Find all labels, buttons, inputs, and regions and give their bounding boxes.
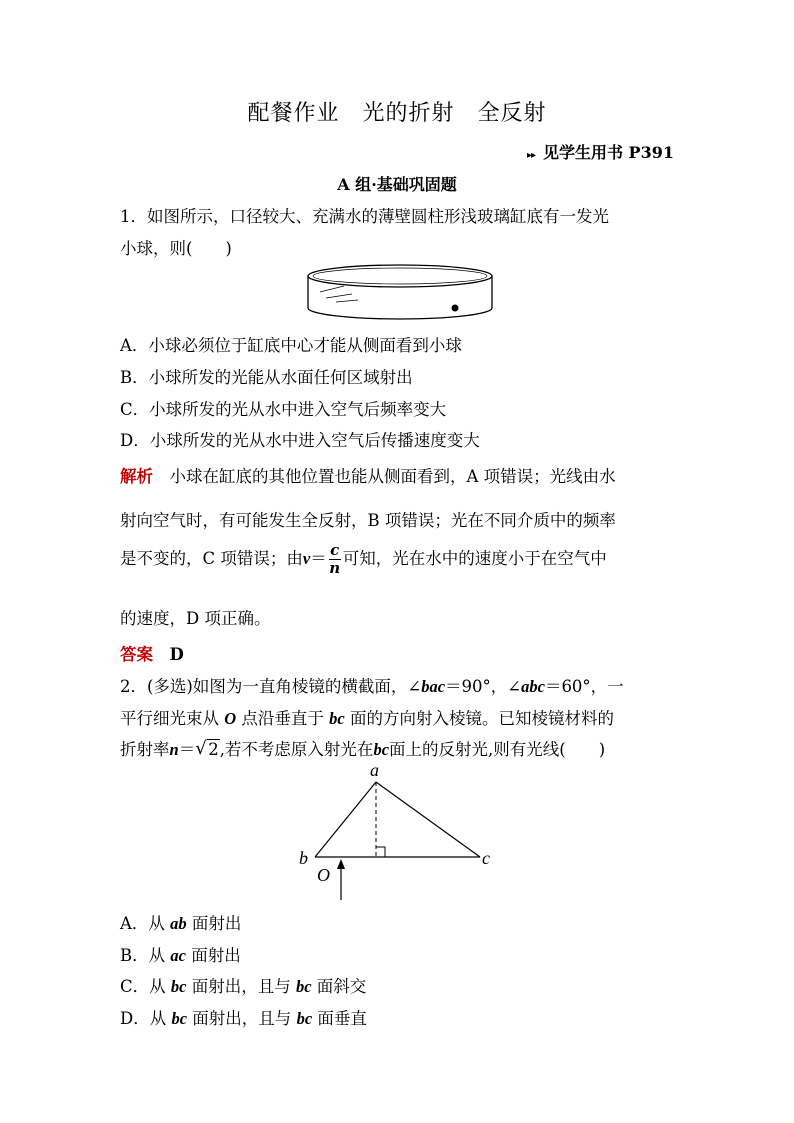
fraction-c-over-n: $\frac{c}{n}$ [329,541,341,577]
prism-diagram [290,760,505,905]
q1-option-b: B．小球所发的光能从水面任何区域射出 [120,368,413,387]
analysis-label: 解析 [120,467,153,486]
glowing-ball [452,305,459,312]
q1-stem-line1: 1．如图所示，口径较大、充满水的薄壁圆柱形浅玻璃缸底有一发光 [120,207,609,226]
q2-stem-line3: 折射率n＝ √ 2,若不考虑原入射光在bc面上的反射光,则有光线( ) [120,738,606,759]
vertex-label-c: c [482,848,490,868]
section-heading: A 组·基础巩固题 [337,175,457,194]
q1-answer [120,641,184,665]
page-title: 配餐作业 光的折射 全反射 [247,101,547,126]
point-label-O: O [317,865,330,885]
q2-option-c: C．从 bc 面射出，且与 bc 面斜交 [120,977,367,996]
incident-ray-arrowhead [337,859,345,869]
q1-option-a: A．小球必须位于缸底中心才能从侧面看到小球 [120,336,462,355]
q2-option-b: B．从 ac 面射出 [120,946,241,965]
q1-analysis-line2: 射向空气时，有可能发生全反射，B 项错误；光在不同介质中的频率 [120,511,616,530]
q2-option-a: A．从 ab 面射出 [120,914,242,933]
answer-label: 答案 [120,645,153,664]
q1-stem-line2: 小球，则( ) [120,239,232,258]
q2-option-d: D．从 bc 面射出，且与 bc 面垂直 [120,1009,367,1028]
answer-value: D [169,645,184,664]
q1-option-c: C．小球所发的光从水中进入空气后频率变大 [120,400,447,419]
q1-analysis-line1: 解析 小球在缸底的其他位置也能从侧面看到，A 项错误；光线由水 [120,467,616,486]
double-arrow-icon: ▸▸ [526,150,535,161]
q1-analysis-line3: 是不变的，C 项错误；由v＝ $\frac{c}{n}$ 可知，光在水中的速度小于在空气中 [120,541,607,577]
vertex-label-a: a [370,760,379,780]
book-reference [527,140,674,163]
glass-tank-figure [300,262,500,324]
book-reference-text: 见学生用书 P391 [542,143,674,162]
q2-stem-line2: 平行细光束从 O 点沿垂直于 bc 面的方向射入棱镜。已知棱镜材料的 [120,709,614,728]
vertex-label-b: b [299,848,308,868]
q1-analysis-line4: 的速度，D 项正确。 [120,609,271,628]
sqrt-2: √ 2 [195,738,219,759]
q1-option-d: D．小球所发的光从水中进入空气后传播速度变大 [120,431,480,450]
q2-stem-line1: 2．(多选)如图为一直角棱镜的横截面，∠bac＝90°，∠abc＝60°，一 [120,677,624,696]
